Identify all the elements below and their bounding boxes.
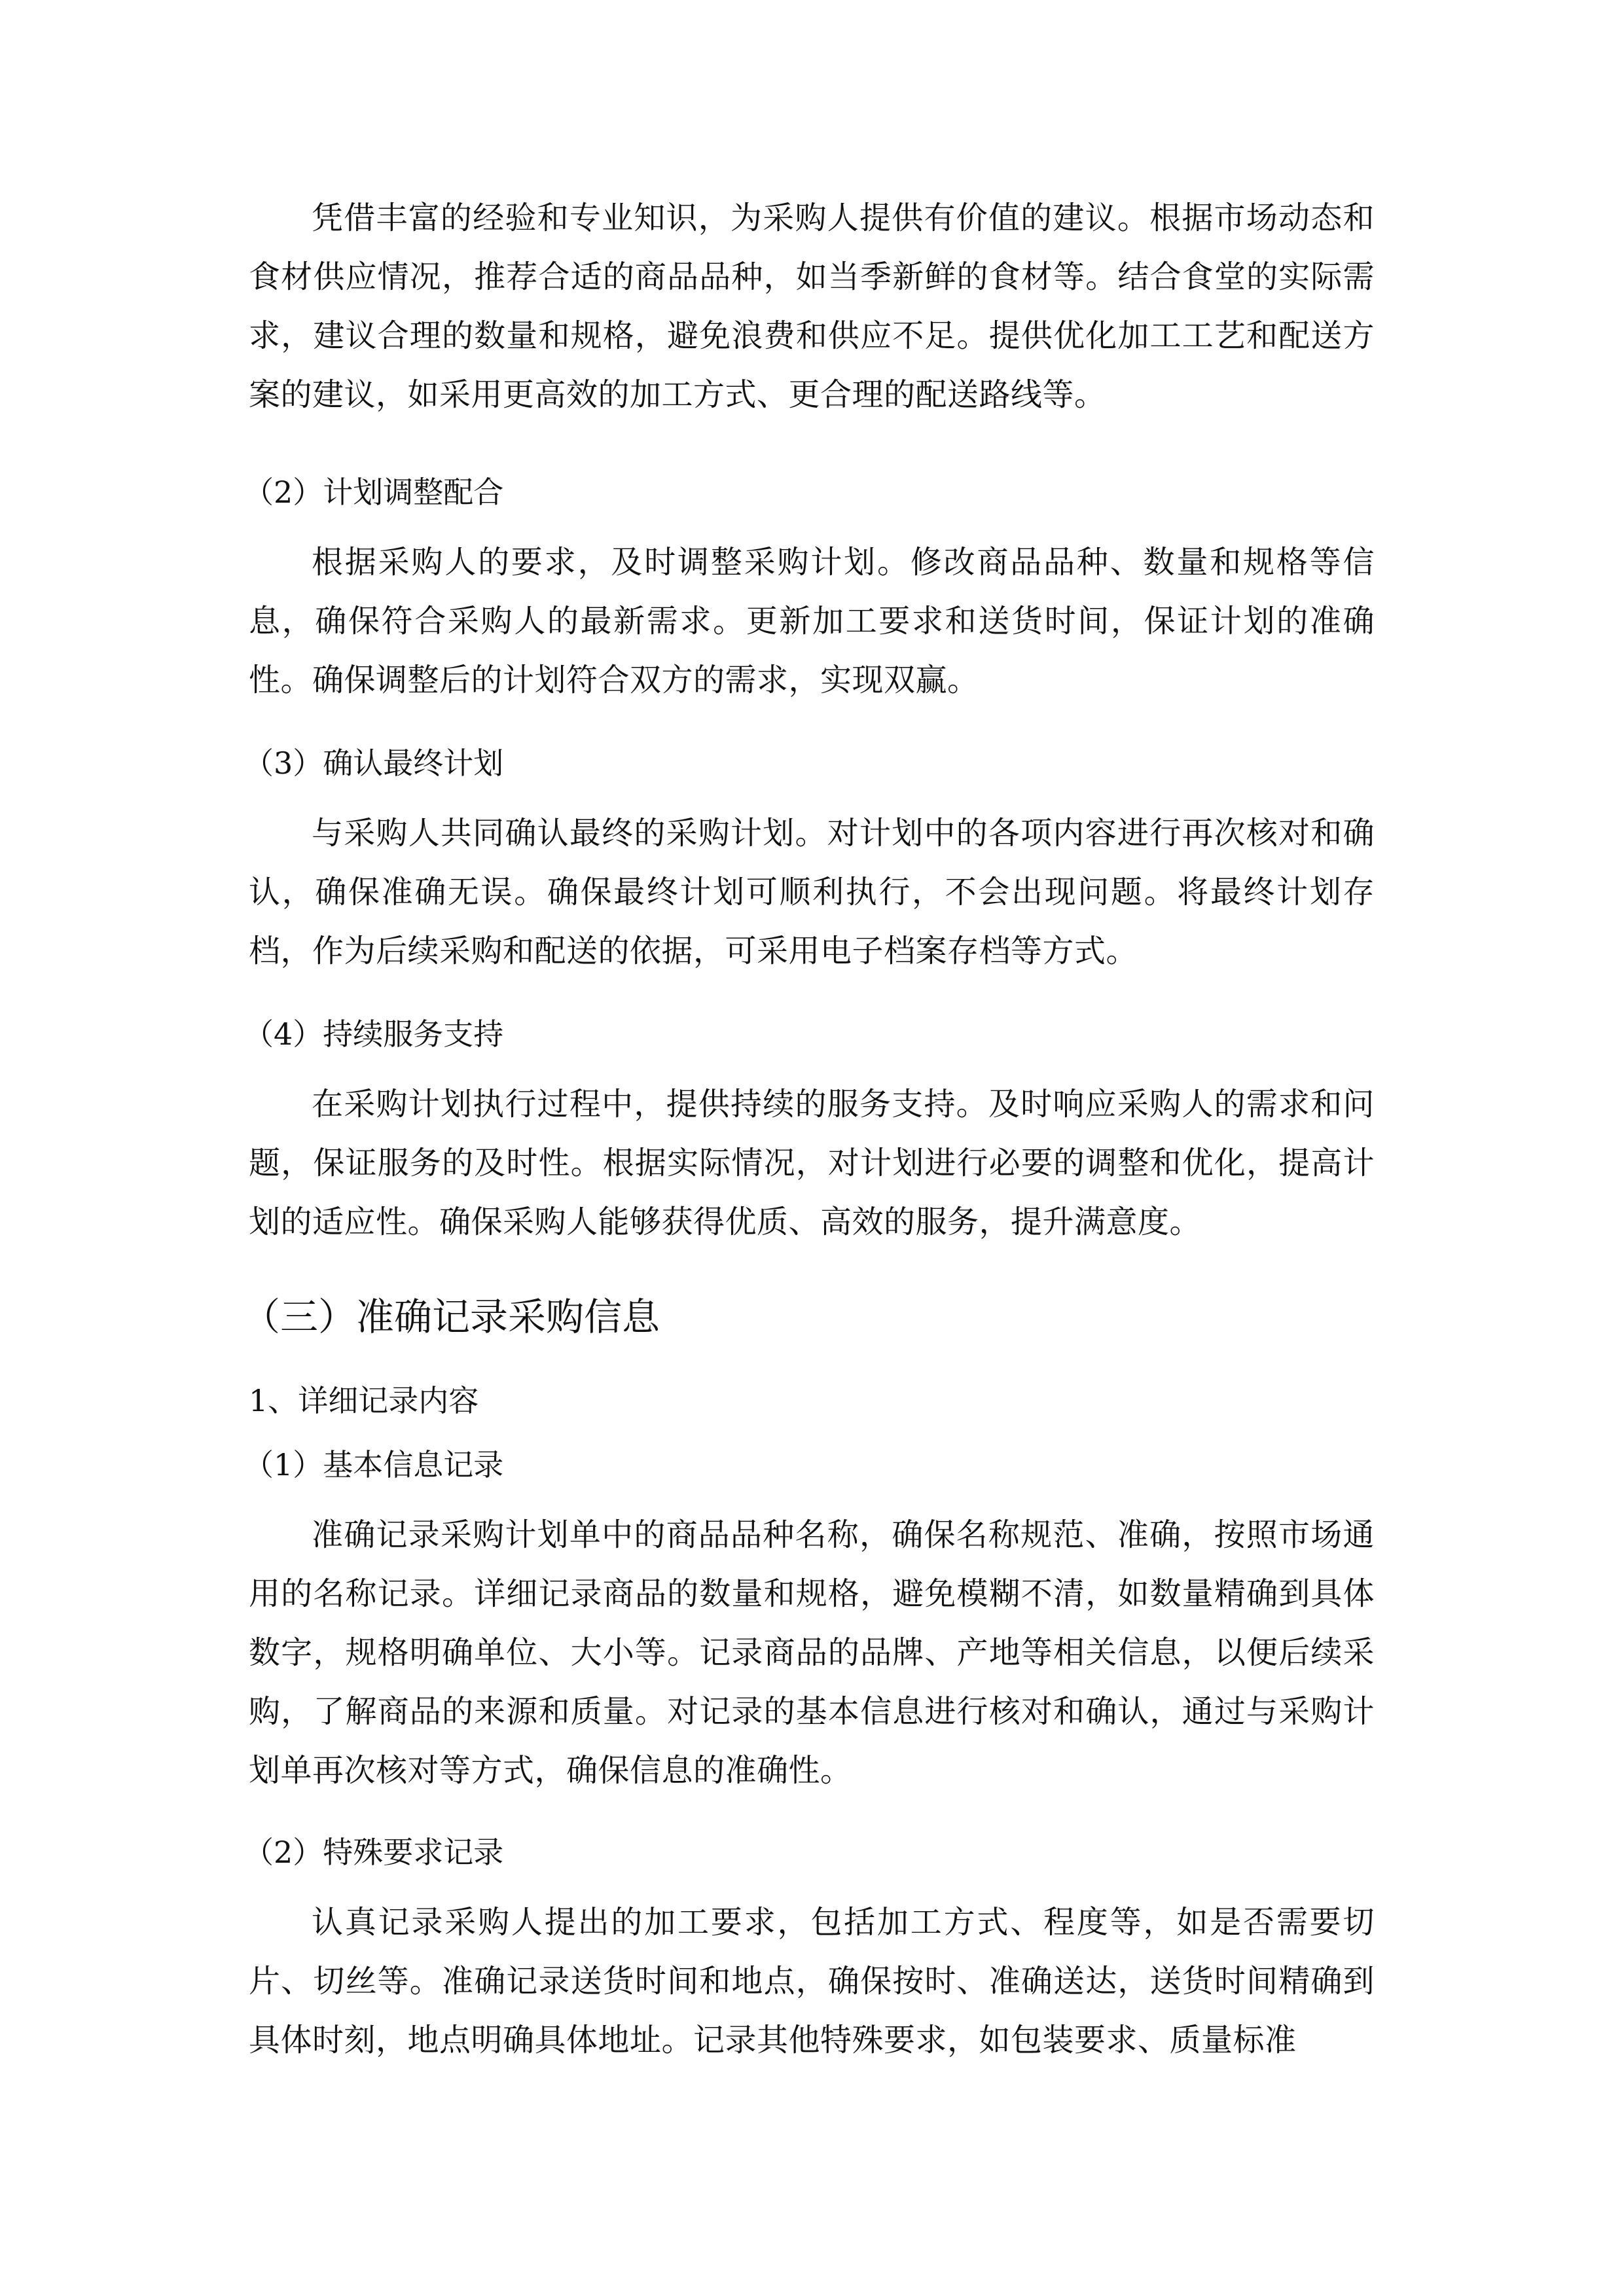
paragraph-plan-adjustment: 根据采购人的要求，及时调整采购计划。修改商品品种、数量和规格等信息，确保符合采购人的最新需求。更新加工要求和送货时间，保证计划的准确性。确保调整后的计划符合双方的需求，实现双赢。 [249, 544, 1375, 698]
section-heading-record-info: （三）准确记录采购信息 [242, 1295, 660, 1339]
paragraph-basic-info: 准确记录采购计划单中的商品品种名称，确保名称规范、准确，按照市场通用的名称记录。详细记录商品的数量和规格，避免模糊不清，如数量精确到具体数字，规格明确单位、大小等。记录商品的品牌、产地等相关信息，以便后续采购，了解商品的来源和质量。对记录的基本信息进行核对和确认，通过与采购计划单再次核对等方式，确保信息的准确性。 [249, 1516, 1375, 1789]
paragraph-continuous-support: 在采购计划执行过程中，提供持续的服务支持。及时响应采购人的需求和问题，保证服务的及时性。根据实际情况，对计划进行必要的调整和优化，提高计划的适应性。确保采购人能够获得优质、高效的服务，提升满意度。 [249, 1086, 1375, 1240]
paragraph-special-requirements: 认真记录采购人提出的加工要求，包括加工方式、程度等，如是否需要切片、切丝等。准确记录送货时间和地点，确保按时、准确送达，送货时间精确到具体时刻，地点明确具体地址。记录其他特殊要求，如包装要求、质量标准 [249, 1904, 1375, 2058]
heading-detailed-record: 1、详细记录内容 [249, 1383, 479, 1418]
subheading-special-requirements: （2）特殊要求记录 [244, 1835, 504, 1870]
subheading-continuous-support: （4）持续服务支持 [244, 1016, 504, 1052]
paragraph-confirm-final-plan: 与采购人共同确认最终的采购计划。对计划中的各项内容进行再次核对和确认，确保准确无误。确保最终计划可顺利执行，不会出现问题。将最终计划存档，作为后续采购和配送的依据，可采用电子档案存档等方式。 [249, 815, 1375, 969]
subheading-confirm-final-plan: （3）确认最终计划 [244, 745, 504, 781]
paragraph-suggestions: 凭借丰富的经验和专业知识，为采购人提供有价值的建议。根据市场动态和食材供应情况，推荐合适的商品品种，如当季新鲜的食材等。结合食堂的实际需求，建议合理的数量和规格，避免浪费和供应不足。提供优化加工工艺和配送方案的建议，如采用更高效的加工方式、更合理的配送路线等。 [249, 200, 1375, 413]
subheading-plan-adjustment: （2）计划调整配合 [244, 475, 504, 510]
subheading-basic-info: （1）基本信息记录 [244, 1447, 504, 1482]
